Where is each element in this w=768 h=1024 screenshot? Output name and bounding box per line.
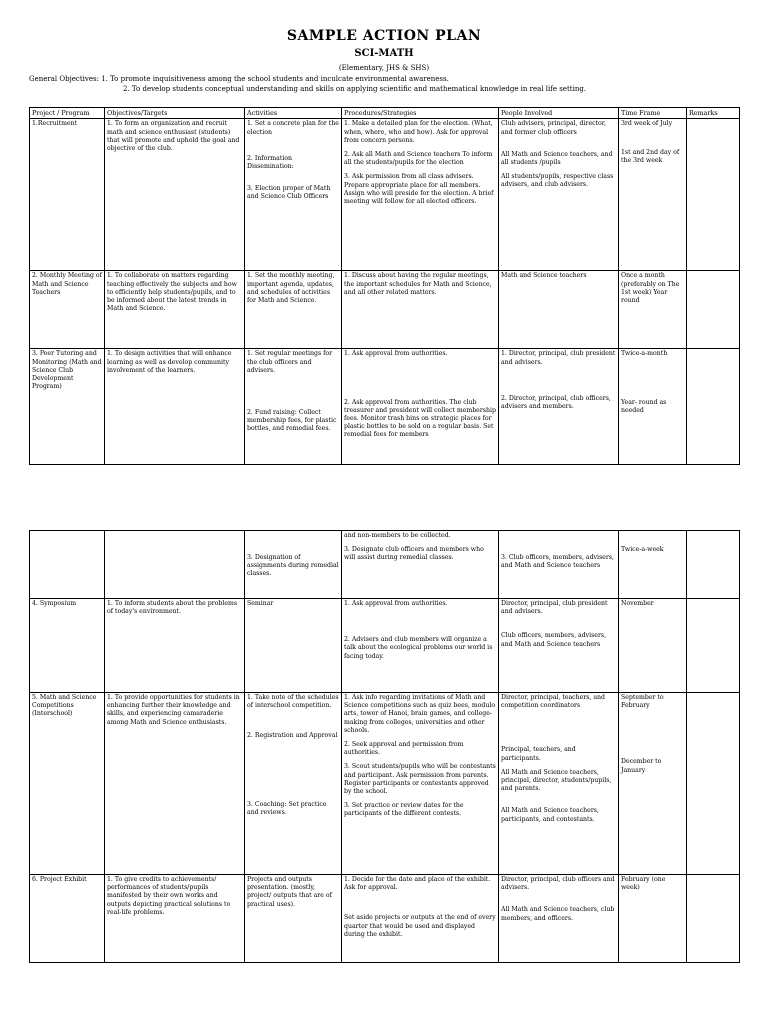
- procedures-cell: [342, 599, 499, 693]
- remarks-cell: [687, 693, 740, 875]
- activities-cell: [245, 119, 342, 271]
- activities-cell: [245, 531, 342, 599]
- procedure-item: and non-members to be collected.: [344, 532, 451, 539]
- time-cell: [619, 693, 687, 875]
- people-cell: [499, 531, 619, 599]
- project-cell: [30, 875, 105, 963]
- remarks-cell: [687, 271, 740, 349]
- activity-item: 1. Set regular meetings for the club officers and advisers.: [247, 350, 333, 374]
- header-objectives: Objectives/Targets: [105, 108, 245, 119]
- project-cell: [30, 599, 105, 693]
- time-cell: [619, 271, 687, 349]
- procedure-item: 3. Designate club officers and members who will assist during remedial classes.: [344, 546, 484, 562]
- procedure-item: 1. Make a detailed plan for the election. (What, when, where, who and how). Ask for approval from concern persons.: [344, 120, 493, 144]
- people-cell: [499, 875, 619, 963]
- project-name: 6. Project Exhibit: [32, 876, 87, 883]
- activity-item: 2. Information Dissemination:: [247, 154, 294, 171]
- procedure-item: 1. Decide for the date and place of the exhibit. Ask for approval.: [344, 876, 491, 892]
- time-item: 1st and 2nd day of the 3rd week: [621, 148, 680, 164]
- table-row-remedial: [30, 531, 740, 599]
- document-title: SAMPLE ACTION PLAN: [286, 28, 482, 44]
- objective-cell: [105, 599, 245, 693]
- people-cell: [499, 119, 619, 271]
- objective-cell: [105, 875, 245, 963]
- activity-item: 2. Fund raising: Collect membership fees, for plastic bottles, and remedial fees.: [247, 409, 337, 433]
- time-item: November: [621, 600, 654, 607]
- action-plan-table-page-1: [29, 107, 740, 465]
- activity-item: 1. Set a concrete plan for the election: [247, 120, 339, 136]
- table-row-peer-tutoring: [30, 349, 740, 465]
- project-name: 2. Monthly Meeting of Math and Science Teachers: [32, 272, 102, 296]
- header-project: Project / Program: [30, 108, 105, 119]
- people-item: All Math and Science teachers, club members, and officers.: [501, 906, 615, 922]
- time-item: Once a month (preferably on The 1st week) Year round: [621, 272, 680, 305]
- activity-item: 1. Set the monthly meeting, important agenda, updates, and schedules of activities for Math and Science.: [247, 272, 335, 305]
- objective-cell: [105, 693, 245, 875]
- table-row-competitions: [30, 693, 740, 875]
- procedures-cell: [342, 531, 499, 599]
- header-procedures: Procedures/Strategies: [342, 108, 499, 119]
- procedure-item: Set aside projects or outputs at the end of every quarter that would be used and displayed during the exhibit.: [344, 914, 496, 938]
- people-item: All Math and Science teachers, and all students /pupils: [501, 150, 613, 167]
- objective-cell: [105, 271, 245, 349]
- procedures-cell: [342, 875, 499, 963]
- project-name: 3. Peer Tutoring and Monitoring (Math and Science Club Development Program): [32, 350, 102, 391]
- objective-text: 1. To collaborate on matters regarding teaching effectively the subjects and how to efficiently help students/pupils, and to be informed about the latest trends in Math and Science.: [107, 272, 237, 313]
- time-item: Twice-a-week: [621, 546, 664, 553]
- objective-cell: [105, 531, 245, 599]
- people-item: Director, principal, teachers, and competition coordinators: [501, 694, 605, 710]
- people-item: All Math and Science teachers, principal, director, students/pupils, and parents.: [501, 768, 612, 793]
- project-cell: [30, 271, 105, 349]
- table-row-symposium: [30, 599, 740, 693]
- header-time-frame: Time Frame: [619, 108, 687, 119]
- remarks-cell: [687, 349, 740, 465]
- time-cell: [619, 875, 687, 963]
- activity-item: 2. Registration and Approval: [247, 732, 338, 740]
- procedure-item: 3. Set practice or review dates for the participants of the different contests.: [344, 802, 464, 818]
- procedures-cell: [342, 349, 499, 465]
- document-subtitle: SCI-MATH: [354, 48, 414, 59]
- time-item: Twice-a-month: [621, 350, 668, 358]
- people-cell: [499, 271, 619, 349]
- remarks-cell: [687, 875, 740, 963]
- procedure-item: 1. Ask approval from authorities.: [344, 600, 448, 607]
- procedure-item: 2. Ask all Math and Science teachers To inform all the students/pupils for the election: [344, 151, 493, 167]
- objective-text: 1. To provide opportunities for students in enhancing further their knowledge and skills, and experiencing camaraderie among Math and Science enthusiasts.: [107, 694, 240, 726]
- time-item: February (one week): [621, 876, 666, 892]
- objective-text: 1. To inform students about the problems of today's environment.: [107, 600, 238, 616]
- time-item: December to January: [621, 758, 662, 774]
- general-objective-2: 2. To develop students conceptual understanding and skills on applying scientific and mathematical knowledge in real life setting.: [123, 85, 587, 93]
- procedure-item: 2. Seek approval and permission from authorities.: [344, 740, 464, 757]
- general-objective-1: General Objectives: 1. To promote inquisitiveness among the school students and inculcate environmental awareness.: [29, 75, 449, 83]
- remarks-cell: [687, 531, 740, 599]
- people-item: Club advisers, principal, director, and former club officers: [501, 120, 607, 136]
- header-activities: Activities: [245, 108, 342, 119]
- activity-item: Projects and outputs presentation. (mostly, project/ outputs that are of practical uses).: [247, 876, 332, 908]
- activity-item: Seminar: [247, 600, 274, 607]
- procedure-item: 2. Advisers and club members will organize a talk about the ecological problems our world is facing today.: [344, 636, 493, 660]
- project-cell: [30, 119, 105, 271]
- time-cell: [619, 119, 687, 271]
- table-row-recruitment: [30, 119, 740, 271]
- time-cell: [619, 531, 687, 599]
- header-people: People Involved: [499, 108, 619, 119]
- activity-item: 3. Election proper of Math and Science Club Officers: [247, 185, 331, 201]
- people-item: All Math and Science teachers, participants, and contestants.: [501, 807, 599, 823]
- objective-cell: [105, 349, 245, 465]
- people-item: All students/pupils, respective class advisers, and club advisers.: [501, 173, 614, 189]
- procedures-cell: [342, 693, 499, 875]
- time-item: Year- round as needed: [621, 398, 667, 414]
- time-item: September to February: [621, 694, 664, 710]
- procedure-item: 3. Scout students/pupils who will be contestants and participant. Ask permission from parents. Register participants or contestants approved by the school.: [344, 763, 496, 795]
- people-cell: [499, 349, 619, 465]
- procedure-item: 1. Ask info regarding invitations of Math and Science competitions such as quiz bees, modulo arts, tower of Hanoi, brain games, and college-making from colleges, universities and other schools.: [344, 694, 496, 734]
- activities-cell: [245, 271, 342, 349]
- project-name: 1.Recruitment: [32, 120, 78, 128]
- remarks-cell: [687, 599, 740, 693]
- objective-text: 1. To design activities that will enhance learning as well as develop community involvement of the learners.: [107, 350, 232, 374]
- people-item: Principal, teachers, and participants.: [501, 746, 576, 762]
- activities-cell: [245, 599, 342, 693]
- objective-text: 1. To give credits to achievements/ performances of students/pupils manifested by their own works and outputs depicting practical solutions to real-life problems.: [107, 876, 231, 916]
- people-item: Club officers, members, advisers, and Math and Science teachers: [501, 632, 607, 648]
- activity-item: 3. Coaching: Set practice and reviews.: [247, 800, 327, 816]
- time-item: 3rd week of July: [621, 120, 673, 128]
- people-cell: [499, 599, 619, 693]
- objective-cell: [105, 119, 245, 271]
- project-name: 4. Symposium: [32, 600, 77, 607]
- people-item: 2. Director, principal, club officers, advisers and members.: [501, 394, 611, 411]
- activity-item: 3. Designation of assignments during remedial classes.: [247, 554, 339, 578]
- activity-item: 1. Take note of the schedules of interschool competition.: [247, 694, 339, 710]
- activities-cell: [245, 349, 342, 465]
- procedure-item: 3. Ask permission from all class advisers. Prepare appropriate place for all members. Assign who will preside for the election. A brief meeting will follow for all elected officers.: [344, 173, 494, 205]
- procedure-item: 1. Ask approval from authorities.: [344, 350, 448, 358]
- table-row-monthly-meeting: [30, 271, 740, 349]
- people-item: 1. Director, principal, club president and advisers.: [501, 350, 616, 366]
- activities-cell: [245, 875, 342, 963]
- people-cell: [499, 693, 619, 875]
- procedures-cell: [342, 271, 499, 349]
- project-cell: [30, 693, 105, 875]
- project-name: 5. Math and Science Competitions (Interschool): [32, 694, 97, 718]
- objective-text: 1. To form an organization and recruit math and science enthusiast (students) that will promote and uphold the goal and objective of the club.: [107, 120, 240, 153]
- school-levels: (Elementary, JHS & SHS): [338, 64, 430, 72]
- procedure-item: 2. Ask approval from authorities. The club treasurer and president will collect membership fees. Monitor trash bins on strategic places for plastic bottles to be sold on a regular basis. Set remedial fees for members: [344, 398, 496, 439]
- time-cell: [619, 599, 687, 693]
- project-cell: [30, 349, 105, 465]
- remarks-cell: [687, 119, 740, 271]
- action-plan-table-page-2: [29, 530, 740, 963]
- people-item: Director, principal, club officers and advisers.: [501, 876, 615, 892]
- procedures-cell: [342, 119, 499, 271]
- table-row-project-exhibit: [30, 875, 740, 963]
- time-cell: [619, 349, 687, 465]
- header-remarks: Remarks: [687, 108, 740, 119]
- people-item: Math and Science teachers: [501, 272, 587, 280]
- project-cell: [30, 531, 105, 599]
- people-item: Director, principal, club president and advisers.: [501, 600, 608, 616]
- activities-cell: [245, 693, 342, 875]
- procedure-item: 1. Discuss about having the regular meetings, the important schedules for Math and Science, and all other related matters.: [344, 272, 492, 296]
- people-item: 3. Club officers, members, advisers, and Math and Science teachers: [501, 554, 614, 570]
- table-header-row: [30, 108, 740, 119]
